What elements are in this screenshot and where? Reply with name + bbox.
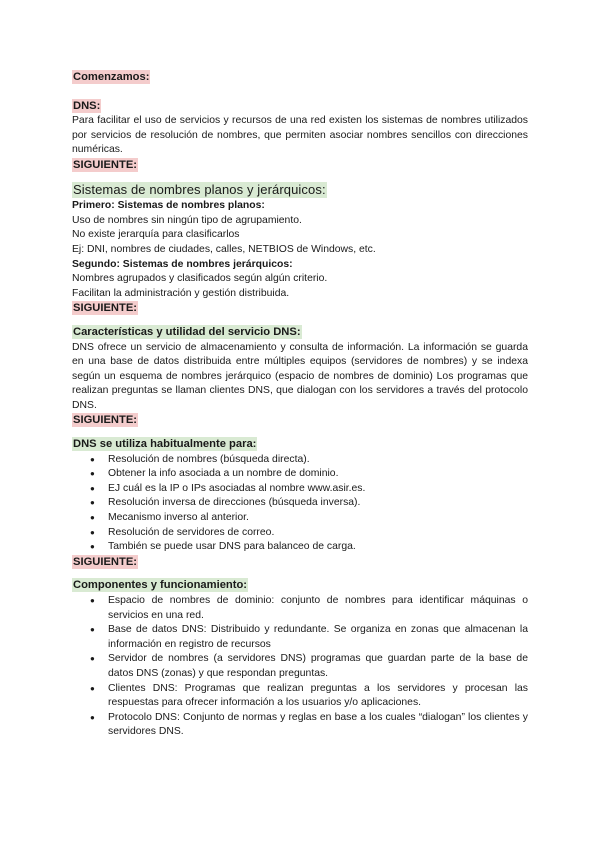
next-marker-4: SIGUIENTE: (73, 555, 138, 568)
flat-line: Ej: DNI, nombres de ciudades, calles, NETBIOS de Windows, etc. (72, 243, 376, 255)
flat-line: No existe jerarquía para clasificarlos (72, 229, 240, 241)
heading-dns: DNS: (73, 99, 101, 112)
list-item: ● Resolución de nombres (búsqueda directa). (108, 453, 528, 468)
list-item: ● Resolución inversa de direcciones (búsqueda inversa). (108, 496, 528, 511)
next-marker-3: SIGUIENTE: (73, 414, 138, 427)
heading-comenzamos: Comenzamos: (73, 71, 150, 83)
dns-intro-paragraph: Para facilitar el uso de servicios y recursos de una red existen los sistemas de nombres utilizados por servicios de resolución de nombres, que permiten asociar nombres sencillos con direcciones numéricas. (72, 115, 528, 156)
list-item: ● Servidor de nombres (a servidores DNS) programas que guardan parte de la base de datos DNS (zonas) y que respondan preguntas. (108, 652, 528, 681)
first-flat-label: Primero: Sistemas de nombres planos: (72, 200, 265, 212)
next-marker-1: SIGUIENTE: (73, 158, 138, 171)
list-item: ● Resolución de servidores de correo. (108, 526, 528, 541)
document-body (72, 70, 528, 740)
list-item: ● EJ cuál es la IP o IPs asociadas al nombre www.asir.es. (108, 482, 528, 497)
hier-line: Nombres agrupados y clasificados según algún criterio. (72, 273, 328, 285)
features-paragraph: DNS ofrece un servicio de almacenamiento y consulta de información. La información se guarda en una base de datos distribuida entre múltiples equipos (servidores de nombres) y se indexa según un esquema de nombres jerárquico (espacio de nombres de dominio) Los programas que realizan preguntas se llaman clientes DNS, que dialogan con los servidores a través del protocolo DNS. (72, 341, 528, 411)
heading-flat-hierarchical: Sistemas de nombres planos y jerárquicos: (73, 181, 326, 197)
heading-components: Componentes y funcionamiento: (73, 579, 248, 592)
heading-features: Características y utilidad del servicio DNS: (73, 325, 301, 338)
list-item: ● Clientes DNS: Programas que realizan preguntas a los servidores y procesan las respuestas para ofrecer información a los usuarios y/o aplicaciones. (108, 682, 528, 711)
list-item: ● Base de datos DNS: Distribuido y redundante. Se organiza en zonas que almacenan la información en registro de recursos (108, 623, 528, 652)
components-list (72, 594, 528, 740)
list-item: ● También se puede usar DNS para balanceo de carga. (108, 540, 528, 555)
list-item: ● Mecanismo inverso al anterior. (108, 511, 528, 526)
list-item: ● Protocolo DNS: Conjunto de normas y reglas en base a los cuales “dialogan” los clientes y servidores DNS. (108, 711, 528, 740)
list-item: ● Obtener la info asociada a un nombre de dominio. (108, 467, 528, 482)
flat-line: Uso de nombres sin ningún tipo de agrupamiento. (72, 214, 302, 226)
second-hier-label: Segundo: Sistemas de nombres jerárquicos: (72, 258, 293, 270)
next-marker-2: SIGUIENTE: (73, 302, 138, 315)
list-item: ● Espacio de nombres de dominio: conjunto de nombres para identificar máquinas o servicios en una red. (108, 594, 528, 623)
uses-list (72, 453, 528, 555)
heading-uses: DNS se utiliza habitualmente para: (73, 438, 257, 451)
hier-line: Facilitan la administración y gestión distribuida. (72, 287, 290, 299)
